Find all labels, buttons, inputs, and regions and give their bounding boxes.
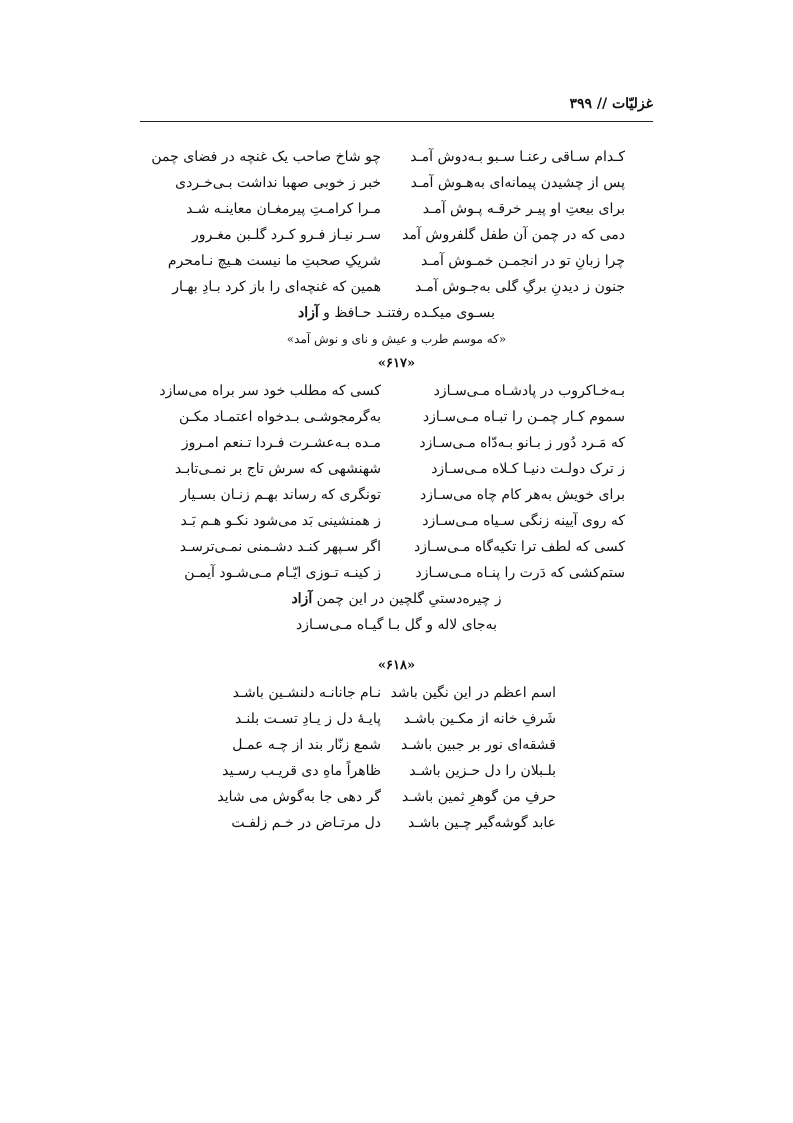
second-hemistich: بلـبلان را دل حـزین باشـد bbox=[409, 763, 556, 779]
second-hemistich: سموم کـار چمـن را تبـاه مـی‌سـازد bbox=[422, 409, 625, 425]
couplet bbox=[0, 508, 793, 534]
couplet bbox=[0, 456, 793, 482]
second-hemistich: دمی که در چمن آن طفل گلفروش آمد bbox=[402, 227, 625, 243]
poem-a bbox=[0, 144, 793, 352]
first-hemistich: خبر ز خوبی صهبا نداشت بـی‌خـردی bbox=[175, 175, 381, 191]
couplet bbox=[0, 378, 793, 404]
couplet bbox=[0, 560, 793, 586]
couplet bbox=[0, 196, 793, 222]
couplet bbox=[0, 534, 793, 560]
first-hemistich: نـام جانانـه دلنشـین باشـد bbox=[232, 685, 381, 701]
couplet bbox=[0, 248, 793, 274]
second-hemistich: که مَـرد دُور ز بـانو بـه‌دّاه مـی‌سـازد bbox=[419, 435, 625, 451]
poet-name: آزاد bbox=[291, 591, 313, 607]
closing-line-2: به‌جای لاله و گل بـا گیـاه مـی‌سـازد bbox=[296, 617, 497, 633]
first-hemistich: شریکِ صحبتِ ما نیست هـیچ نـامحرم bbox=[167, 253, 381, 269]
second-hemistich: شَرفِ خانه از مکـین باشـد bbox=[403, 711, 556, 727]
header-divider bbox=[140, 121, 653, 122]
first-hemistich: تونگری که رساند بهـم زنـان بسـیار bbox=[180, 487, 381, 503]
second-hemistich: که روی آیینه زنگی سـیاه مـی‌سـازد bbox=[422, 513, 625, 529]
first-hemistich: اگر سـپهر کنـد دشـمنی نمـی‌ترسـد bbox=[179, 539, 381, 555]
couplet bbox=[0, 732, 793, 758]
closing-line bbox=[0, 586, 793, 612]
first-hemistich: کسی که مطلب خود سر براه می‌سازد bbox=[159, 383, 381, 399]
page-header: غزلیّات // ۳۹۹ bbox=[569, 96, 653, 112]
second-hemistich: کسی که لطف ترا تکیه‌گاه مـی‌سـازد bbox=[414, 539, 625, 555]
couplet bbox=[0, 222, 793, 248]
second-hemistich: ستم‌کشی که دَرت را پنـاه مـی‌سـازد bbox=[415, 565, 625, 581]
second-hemistich: اسم اعظم در این نگین باشد bbox=[390, 685, 556, 701]
couplet bbox=[0, 482, 793, 508]
second-hemistich: پس از چشیدن پیمانه‌ای به‌هـوش آمـد bbox=[410, 175, 625, 191]
couplet bbox=[0, 274, 793, 300]
first-hemistich: دل مرتـاض در خـم زلفـت bbox=[231, 815, 381, 831]
second-hemistich: بـه‌خـاکروب در پادشـاه مـی‌سـازد bbox=[433, 383, 625, 399]
second-hemistich: قشقه‌ای نور بر جبین باشـد bbox=[400, 737, 556, 753]
first-hemistich: به‌گرمجوشـی بـدخواه اعتمـاد مکـن bbox=[178, 409, 381, 425]
closing-text: بسـوی میکـده رفتنـد حـافظ و bbox=[318, 305, 496, 321]
poem-number: «۶۱۷» bbox=[377, 356, 416, 371]
first-hemistich: پایـۀ دل ز یـادِ تسـت بلنـد bbox=[234, 711, 381, 727]
couplet bbox=[0, 144, 793, 170]
closing-quote: «که موسم طرب و عیش و نای و نوش آمد» bbox=[286, 332, 507, 346]
first-hemistich: شمع زنّار بند از چـه عمـل bbox=[232, 737, 381, 753]
poet-name: آزاد bbox=[297, 305, 319, 321]
second-hemistich: کـدام سـاقی رعنـا سـبو بـه‌دوش آمـد bbox=[410, 149, 625, 165]
first-hemistich: ز کینـه تـوزی ایّـام مـی‌شـود آیمـن bbox=[184, 565, 381, 581]
closing-line bbox=[0, 300, 793, 326]
second-hemistich: عابد گوشه‌گیر چـین باشـد bbox=[408, 815, 556, 831]
poem-618 bbox=[0, 656, 793, 836]
first-hemistich: مـده بـه‌عشـرت فـردا تـنعم امـروز bbox=[181, 435, 381, 451]
second-hemistich: حرفِ من گوهرِ ثمین باشـد bbox=[401, 789, 556, 805]
first-hemistich: شهنشهی که سرش تاج بر نمـی‌تابـد bbox=[174, 461, 381, 477]
first-hemistich: گر دهی جا به‌گوش می شاید bbox=[217, 789, 381, 805]
couplet bbox=[0, 706, 793, 732]
couplet bbox=[0, 784, 793, 810]
couplet bbox=[0, 810, 793, 836]
poem-617 bbox=[0, 354, 793, 638]
poem-number: «۶۱۸» bbox=[377, 658, 416, 673]
second-hemistich: ز ترک دولـت دنیـا کـلاه مـی‌سـازد bbox=[431, 461, 625, 477]
second-hemistich: جنون ز دیدنِ برگِ گلی به‌جـوش آمـد bbox=[414, 279, 625, 295]
first-hemistich: چو شاخ صاحب یک غنچه در فضای چمن bbox=[151, 149, 381, 165]
couplet bbox=[0, 680, 793, 706]
closing-text: ز چیره‌دستیِ گلچین در این چمن bbox=[312, 591, 502, 607]
first-hemistich: ز همنشینی بَد می‌شود نکـو هـم بَـد bbox=[180, 513, 381, 529]
first-hemistich: ظاهراً ماهِ دی قریـب رسـید bbox=[222, 763, 381, 779]
second-hemistich: چرا زبانِ تو در انجمـن خمـوش آمـد bbox=[421, 253, 625, 269]
first-hemistich: همین که غنچه‌ای را باز کرد بـادِ بهـار bbox=[172, 279, 381, 295]
first-hemistich: مـرا کرامـتِ پیرمغـان معاینـه شـد bbox=[186, 201, 381, 217]
couplet bbox=[0, 404, 793, 430]
first-hemistich: سـر نیـاز فـرو کـرد گلـبن مغـرور bbox=[192, 227, 381, 243]
couplet bbox=[0, 170, 793, 196]
second-hemistich: برای خویش به‌هر کام چاه می‌سـازد bbox=[420, 487, 625, 503]
couplet bbox=[0, 430, 793, 456]
second-hemistich: برای بیعتِ او پیـر خرقـه پـوش آمـد bbox=[422, 201, 625, 217]
couplet bbox=[0, 758, 793, 784]
